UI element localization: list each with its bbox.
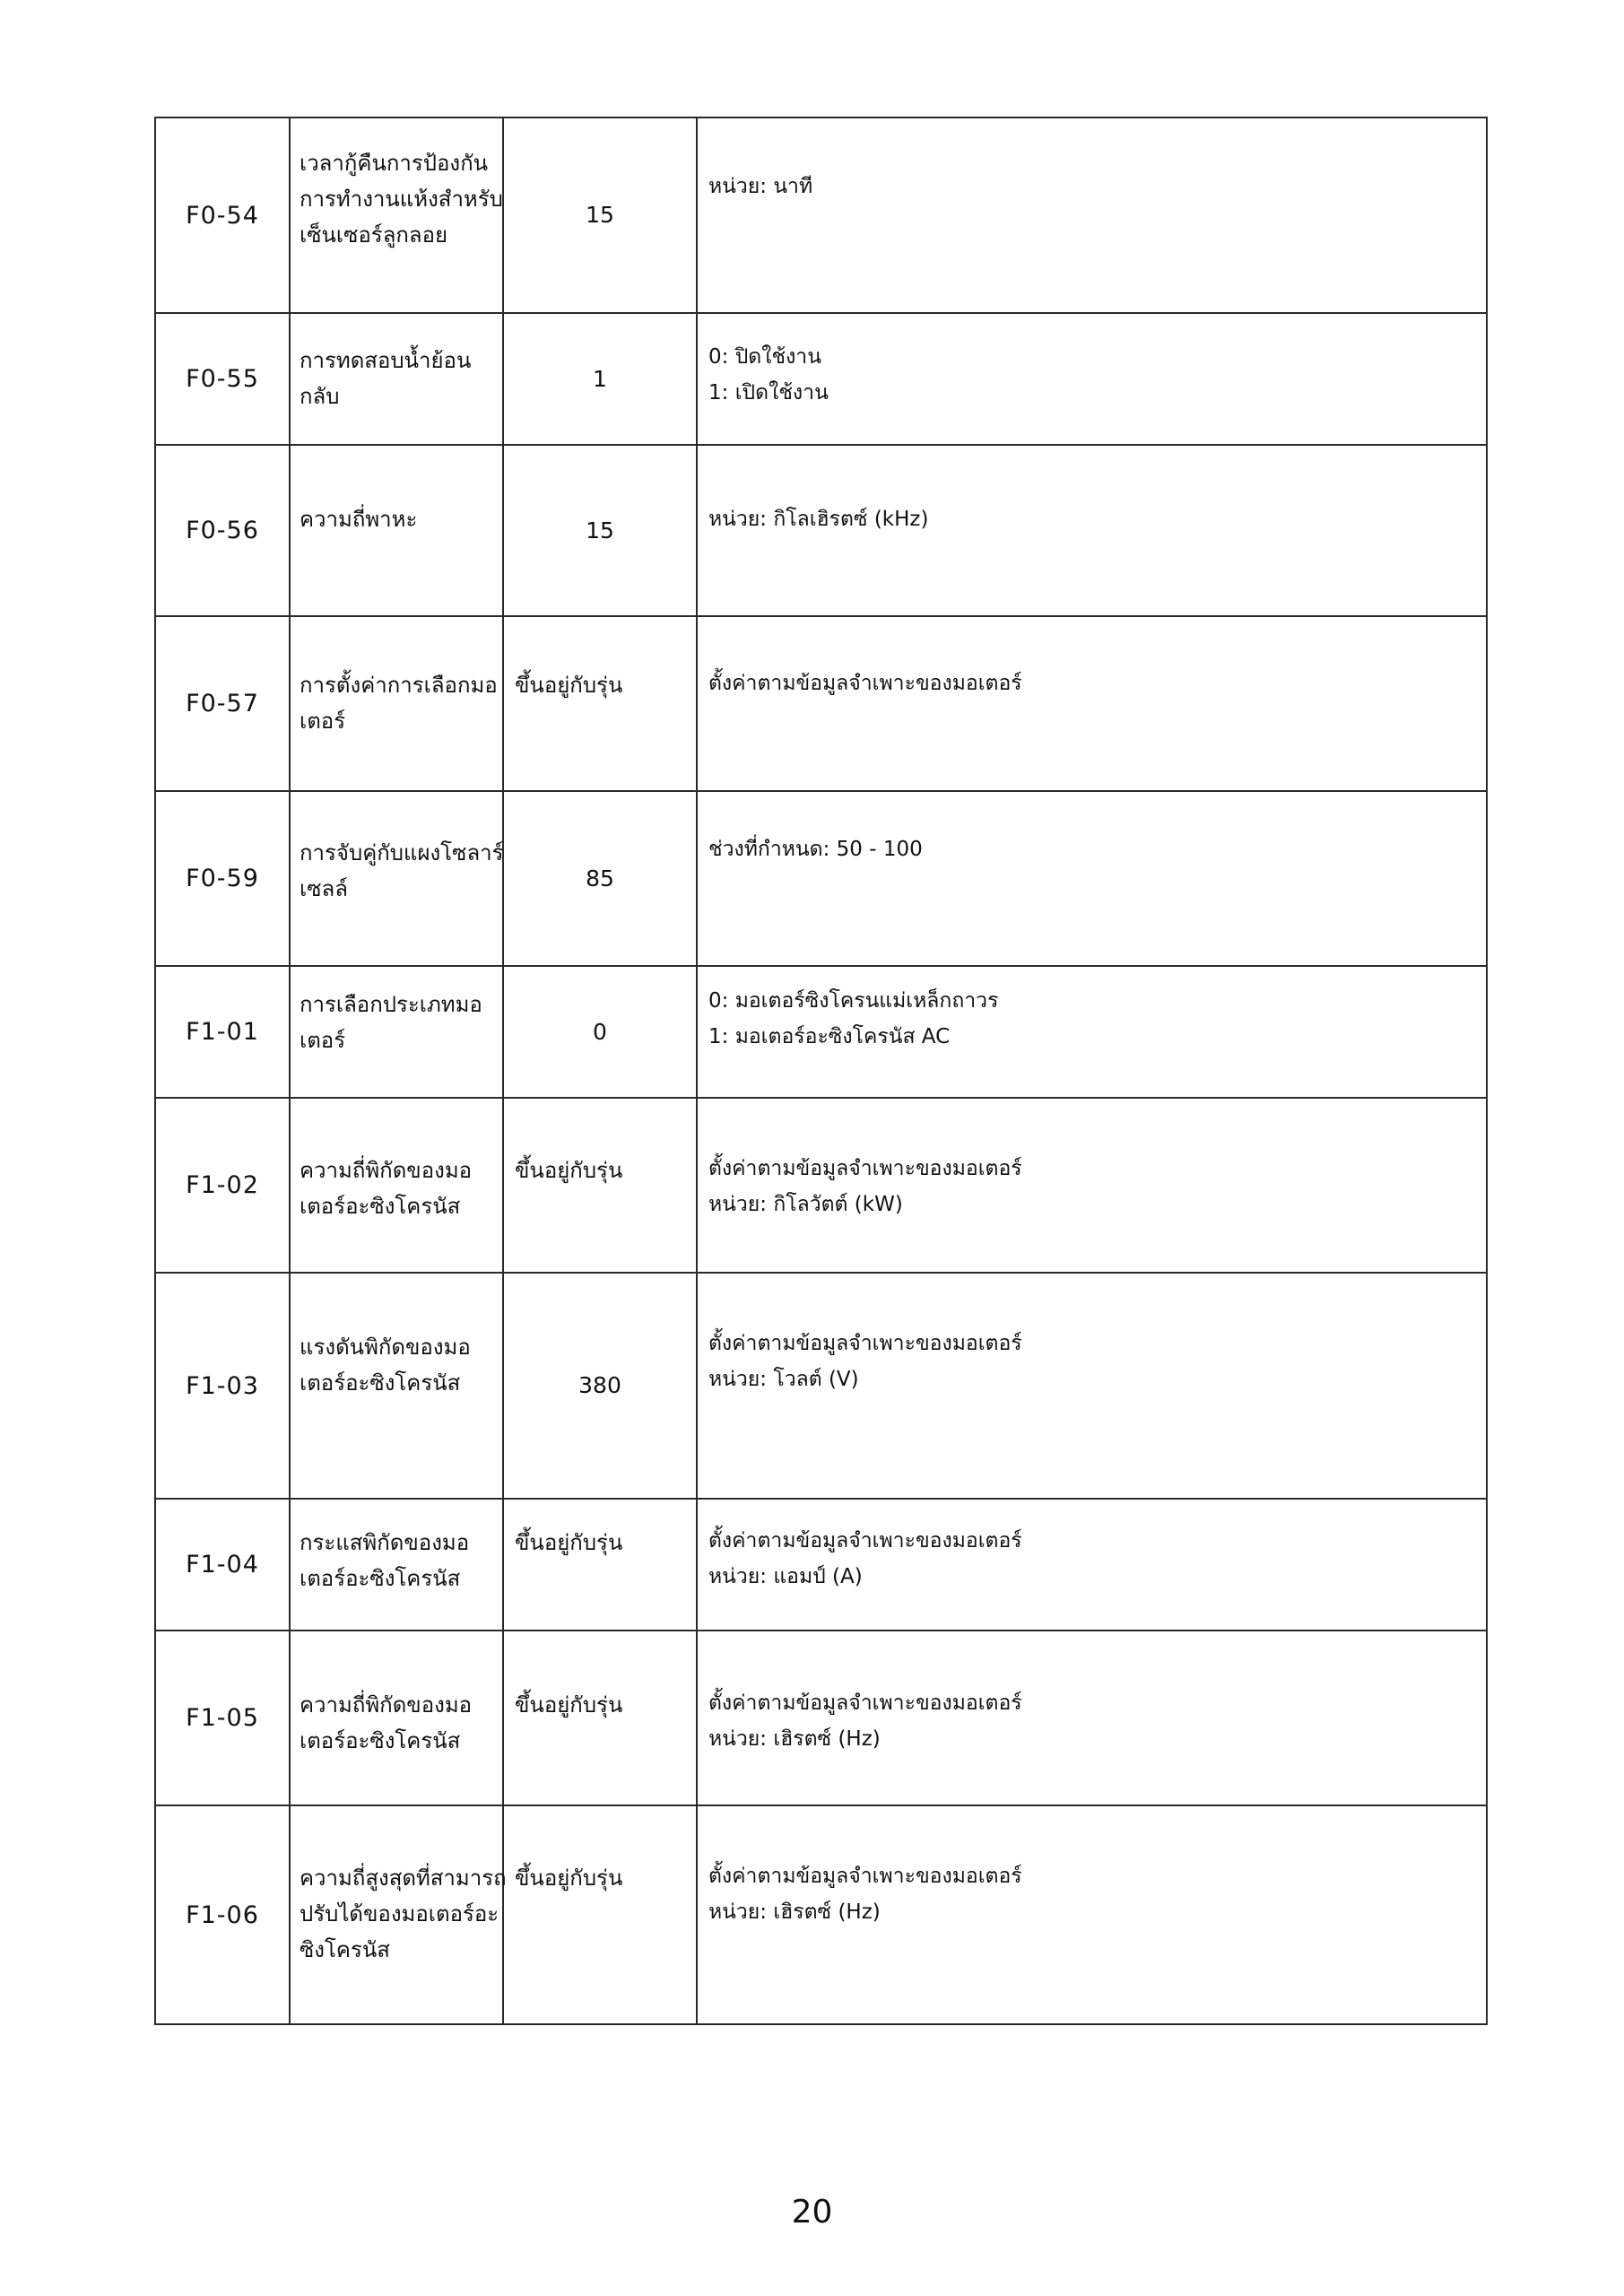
table-row xyxy=(155,1098,1487,1273)
param-code: F1-05 xyxy=(155,1631,290,1805)
param-description xyxy=(697,791,1487,966)
table-row xyxy=(155,1273,1487,1499)
param-name xyxy=(290,1499,503,1631)
param-code: F0-56 xyxy=(155,445,290,616)
table-row xyxy=(155,1805,1487,2024)
param-description xyxy=(697,616,1487,791)
param-default: 380 xyxy=(503,1273,697,1499)
param-description-line: หน่วย: เฮิรตซ์ (Hz) xyxy=(708,1727,881,1751)
param-description-line: หน่วย: แอมป์ (A) xyxy=(708,1565,863,1588)
param-name-line: เตอร์ xyxy=(300,1028,346,1053)
param-name-line: การทำงานแห้งสำหรับ xyxy=(300,187,503,212)
param-default: 15 xyxy=(503,117,697,313)
table-row xyxy=(155,1499,1487,1631)
param-name-line: เวลากู้คืนการป้องกัน xyxy=(300,151,489,176)
param-name xyxy=(290,1098,503,1273)
param-name-line: เตอร์อะซิงโครนัส xyxy=(300,1728,461,1753)
param-description-line: ตั้งค่าตามข้อมูลจำเพาะของมอเตอร์ xyxy=(708,1865,1022,1888)
param-name-line: ปรับได้ของมอเตอร์อะ xyxy=(300,1901,499,1926)
param-code: F0-54 xyxy=(155,117,290,313)
param-code: F0-59 xyxy=(155,791,290,966)
param-description-line: 0: มอเตอร์ซิงโครนแม่เหล็กถาวร xyxy=(708,989,999,1013)
param-name-line: การเลือกประเภทมอ xyxy=(300,992,482,1017)
param-default: ขึ้นอยู่กับรุ่น xyxy=(503,1805,697,2024)
param-name-line: กระแสพิกัดของมอ xyxy=(300,1530,470,1555)
param-default: 85 xyxy=(503,791,697,966)
param-name xyxy=(290,791,503,966)
param-code: F0-57 xyxy=(155,616,290,791)
param-description-line: หน่วย: นาที xyxy=(708,175,813,198)
param-name-line: การทดสอบน้ำย้อน xyxy=(300,348,472,373)
table-row xyxy=(155,1631,1487,1805)
param-description-line: 1: เปิดใช้งาน xyxy=(708,381,829,404)
param-description xyxy=(697,313,1487,445)
table-row xyxy=(155,791,1487,966)
param-description xyxy=(697,1805,1487,2024)
param-name xyxy=(290,1631,503,1805)
param-code: F1-01 xyxy=(155,966,290,1098)
param-name xyxy=(290,117,503,313)
table-row xyxy=(155,616,1487,791)
param-description-line: ตั้งค่าตามข้อมูลจำเพาะของมอเตอร์ xyxy=(708,1157,1022,1180)
param-name-line: เตอร์อะซิงโครนัส xyxy=(300,1566,461,1591)
param-code: F1-03 xyxy=(155,1273,290,1499)
param-description-line: ตั้งค่าตามข้อมูลจำเพาะของมอเตอร์ xyxy=(708,1692,1022,1715)
param-name-line: การจับคู่กับแผงโซลาร์ xyxy=(300,840,504,865)
param-code: F1-02 xyxy=(155,1098,290,1273)
param-name-line: ความถี่พิกัดของมอ xyxy=(300,1692,473,1718)
table-row xyxy=(155,117,1487,313)
param-description xyxy=(697,1499,1487,1631)
param-description-line: หน่วย: โวลต์ (V) xyxy=(708,1368,859,1391)
param-name-line: เตอร์ xyxy=(300,709,346,734)
param-description-line: หน่วย: เฮิรตซ์ (Hz) xyxy=(708,1900,881,1924)
param-code: F0-55 xyxy=(155,313,290,445)
param-name-line: การตั้งค่าการเลือกมอ xyxy=(300,673,498,698)
param-name xyxy=(290,966,503,1098)
param-description xyxy=(697,117,1487,313)
param-description-line: 1: มอเตอร์อะซิงโครนัส AC xyxy=(708,1025,951,1048)
param-description-line: ตั้งค่าตามข้อมูลจำเพาะของมอเตอร์ xyxy=(708,1332,1022,1355)
param-name-line: ซิงโครนัส xyxy=(300,1937,390,1962)
param-name-line: เตอร์อะซิงโครนัส xyxy=(300,1370,461,1396)
param-default: ขึ้นอยู่กับรุ่น xyxy=(503,1098,697,1273)
param-description-line: ตั้งค่าตามข้อมูลจำเพาะของมอเตอร์ xyxy=(708,672,1022,695)
param-name-line: ความถี่พิกัดของมอ xyxy=(300,1158,473,1183)
param-description-line: หน่วย: กิโลเฮิรตซ์ (kHz) xyxy=(708,508,929,531)
param-description xyxy=(697,966,1487,1098)
param-description xyxy=(697,445,1487,616)
param-name-line: เซ็นเซอร์ลูกลอย xyxy=(300,222,448,248)
param-default: 0 xyxy=(503,966,697,1098)
param-description-line: ตั้งค่าตามข้อมูลจำเพาะของมอเตอร์ xyxy=(708,1529,1022,1552)
param-description xyxy=(697,1631,1487,1805)
param-name-line: ความถี่สูงสุดที่สามารถ xyxy=(300,1866,507,1891)
param-description xyxy=(697,1273,1487,1499)
param-default: 1 xyxy=(503,313,697,445)
param-name xyxy=(290,313,503,445)
param-name xyxy=(290,616,503,791)
param-name xyxy=(290,1273,503,1499)
param-name xyxy=(290,445,503,616)
param-default: ขึ้นอยู่กับรุ่น xyxy=(503,1631,697,1805)
param-name-line: ความถี่พาหะ xyxy=(300,507,418,532)
table-row xyxy=(155,445,1487,616)
param-name-line: แรงดันพิกัดของมอ xyxy=(300,1335,471,1360)
param-default: 15 xyxy=(503,445,697,616)
table-row xyxy=(155,313,1487,445)
param-code: F1-04 xyxy=(155,1499,290,1631)
param-code: F1-06 xyxy=(155,1805,290,2024)
param-name xyxy=(290,1805,507,2024)
param-description-line: ช่วงที่กำหนด: 50 - 100 xyxy=(708,838,923,861)
page-number: 20 xyxy=(791,2194,833,2231)
param-description-line: 0: ปิดใช้งาน xyxy=(708,345,821,369)
param-default: ขึ้นอยู่กับรุ่น xyxy=(503,1499,697,1631)
table-row xyxy=(155,966,1487,1098)
param-name-line: เซลล์ xyxy=(300,876,348,901)
param-name-line: เตอร์อะซิงโครนัส xyxy=(300,1194,461,1219)
parameter-table xyxy=(154,117,1488,2025)
param-name-line: กลับ xyxy=(300,384,340,409)
param-description-line: หน่วย: กิโลวัตต์ (kW) xyxy=(708,1193,903,1216)
param-default: ขึ้นอยู่กับรุ่น xyxy=(503,616,697,791)
param-description xyxy=(697,1098,1487,1273)
